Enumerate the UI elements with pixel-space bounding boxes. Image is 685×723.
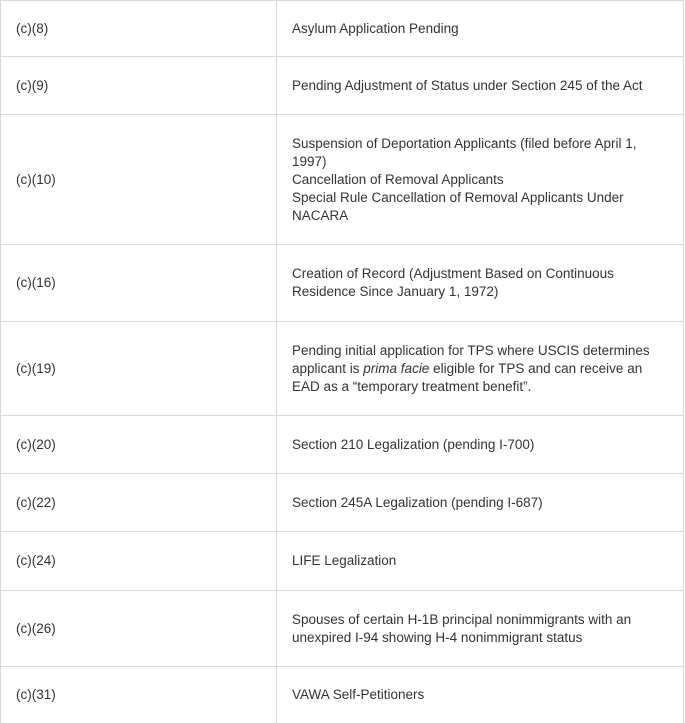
description-text-before: Pending initial application for TPS where USCIS determines applicant is <box>292 342 650 376</box>
description-line: Cancellation of Removal Applicants <box>292 171 504 187</box>
category-description <box>277 416 684 473</box>
description-line: Section 245A Legalization (pending I-687) <box>292 494 543 510</box>
category-code: (c)(19) <box>1 322 277 415</box>
description-line: Suspension of Deportation Applicants (filed before April 1, 1997) <box>292 135 637 169</box>
category-description <box>277 591 684 666</box>
table-row <box>1 115 684 245</box>
table-row <box>1 591 684 667</box>
description-line: Pending Adjustment of Status under Section 245 of the Act <box>292 77 643 93</box>
category-code: (c)(8) <box>1 1 277 56</box>
table-row <box>1 57 684 115</box>
category-description <box>277 532 684 590</box>
category-code: (c)(26) <box>1 591 277 666</box>
category-code: (c)(10) <box>1 115 277 244</box>
category-code: (c)(31) <box>1 667 277 723</box>
table-row <box>1 532 684 591</box>
table-row <box>1 322 684 416</box>
category-description <box>277 322 684 415</box>
category-description <box>277 57 684 114</box>
category-code: (c)(24) <box>1 532 277 590</box>
description-line: Special Rule Cancellation of Removal Applicants Under NACARA <box>292 189 624 223</box>
description-line: Section 210 Legalization (pending I-700) <box>292 436 535 452</box>
description-line: VAWA Self-Petitioners <box>292 687 425 702</box>
table-row <box>1 667 684 723</box>
description-text-after: eligible for TPS and can receive an EAD as a “temporary treatment benefit”. <box>292 360 643 394</box>
category-description <box>277 1 684 56</box>
category-description <box>277 245 684 321</box>
table-row <box>1 245 684 322</box>
description-emphasis: prima facie <box>363 360 430 376</box>
description-line: Creation of Record (Adjustment Based on Continuous Residence Since January 1, 1972) <box>292 266 614 299</box>
description-line: Asylum Application Pending <box>292 20 459 36</box>
category-code: (c)(20) <box>1 416 277 473</box>
category-code: (c)(9) <box>1 57 277 114</box>
category-description <box>277 115 684 244</box>
description-line: LIFE Legalization <box>292 553 397 568</box>
category-description <box>277 667 684 723</box>
table-row <box>1 1 684 57</box>
category-code: (c)(16) <box>1 245 277 321</box>
description-line: Spouses of certain H-1B principal nonimmigrants with an unexpired I-94 showing H-4 nonimmigrant status <box>292 611 632 645</box>
category-code: (c)(22) <box>1 474 277 531</box>
table-row <box>1 416 684 474</box>
table-row <box>1 474 684 532</box>
category-description <box>277 474 684 531</box>
